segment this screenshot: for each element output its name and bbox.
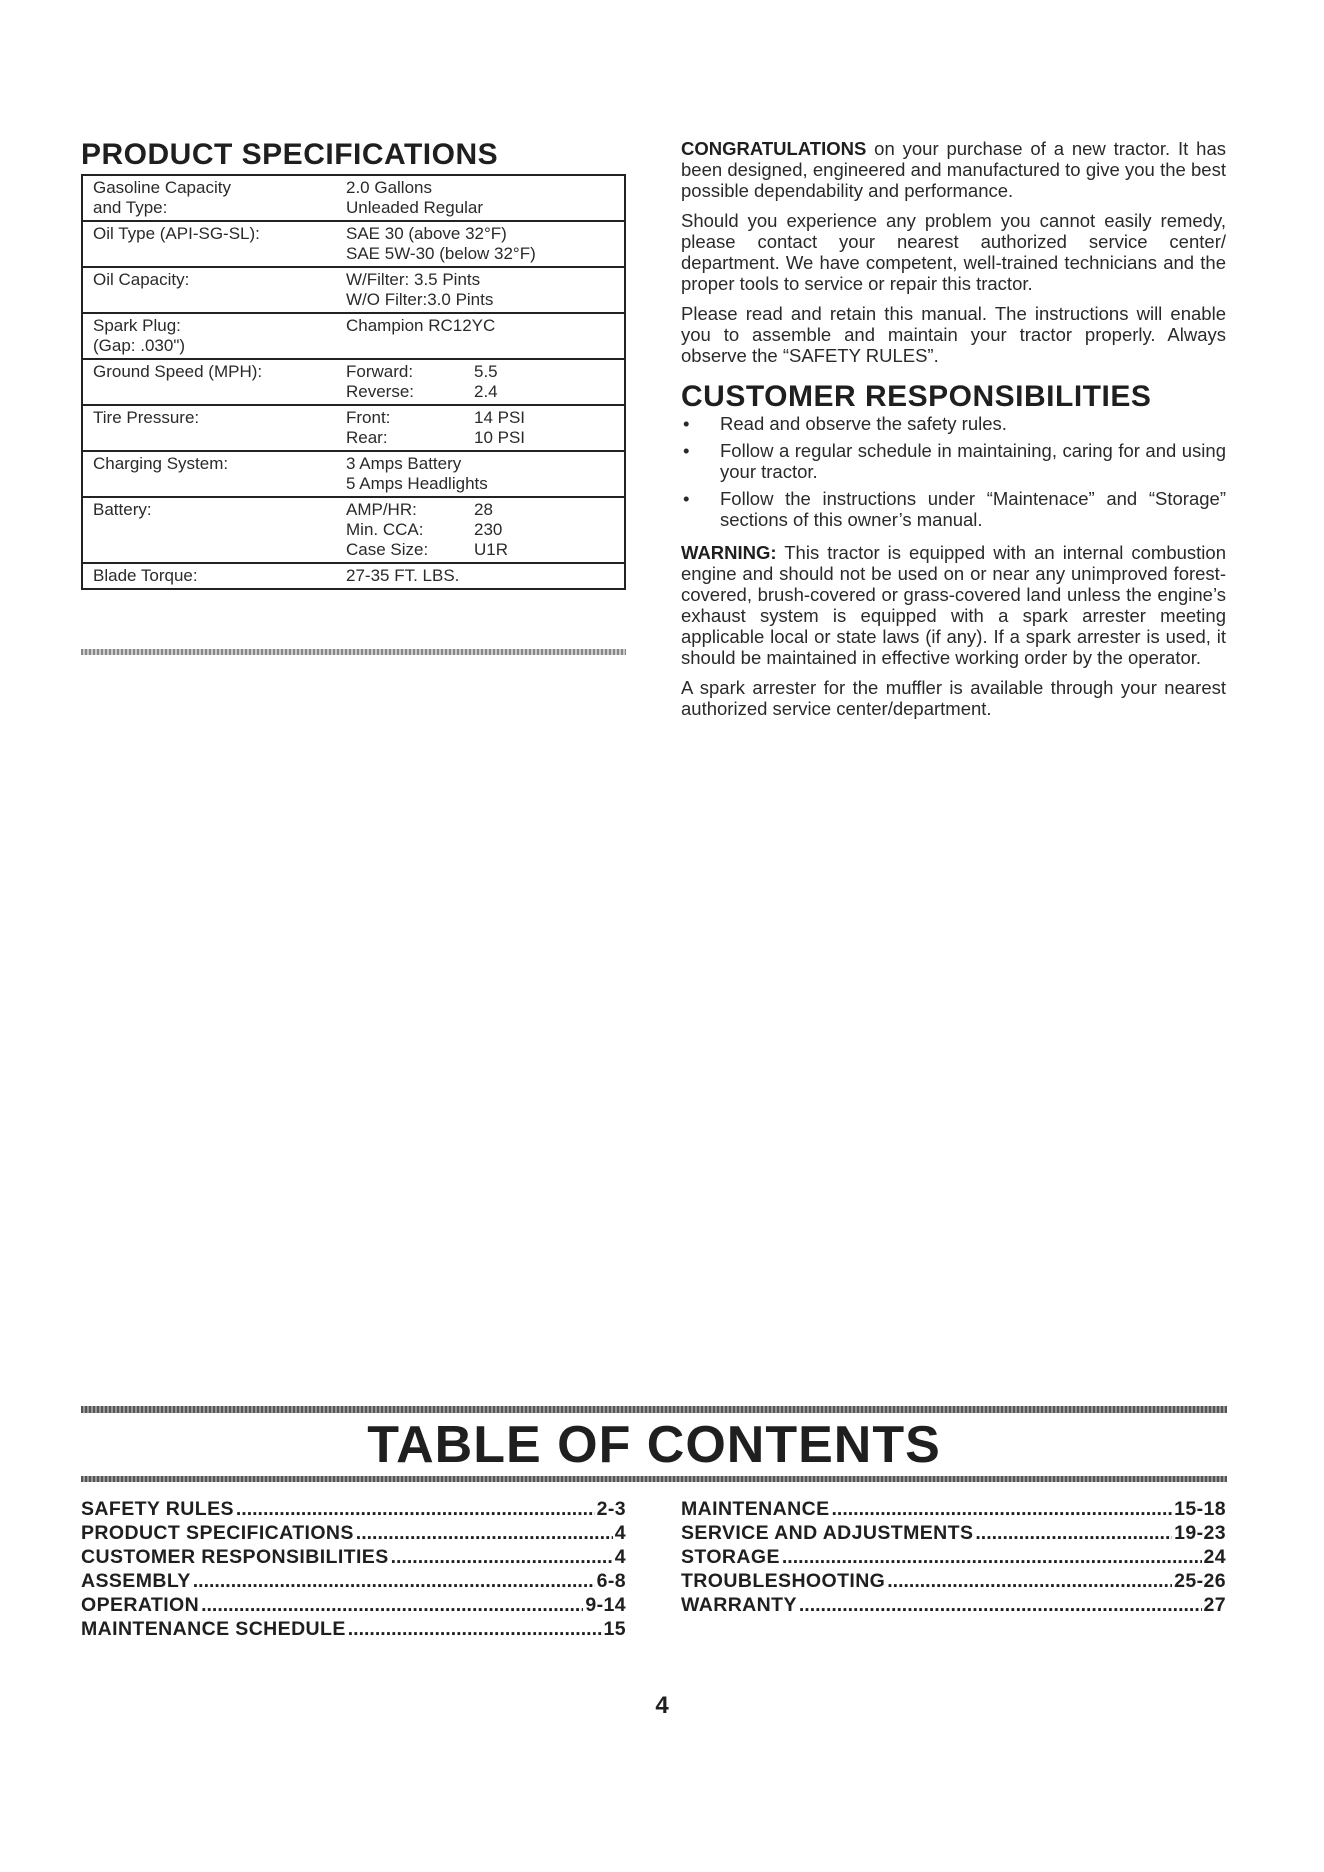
toc-entry-label: OPERATION xyxy=(81,1594,200,1616)
specifications-table-shadow xyxy=(81,649,626,655)
spec-label: Ground Speed (MPH): xyxy=(93,362,263,381)
toc-top-rule xyxy=(81,1406,1227,1413)
toc-entry-label: STORAGE xyxy=(681,1546,780,1568)
spec-value-line xyxy=(346,290,616,310)
congratulations-text: on your purchase of a new tractor. It has been designed, engineered and manufactured to give you the best possible dependability and performance. xyxy=(681,138,1226,201)
spec-value-line xyxy=(346,382,616,402)
toc-entry-label: MAINTENANCE SCHEDULE xyxy=(81,1618,346,1640)
spec-value-cell xyxy=(336,313,625,359)
read-manual-paragraph: Please read and retain this manual. The instructions will enable you to assemble and maintain your tractor properly. Always observe the “SAFETY RULES”. xyxy=(681,303,1226,366)
toc-entry-page: 6-8 xyxy=(596,1570,626,1592)
spec-value-cell xyxy=(336,221,625,267)
spec-value-key: Case Size: xyxy=(346,540,429,559)
toc-entry xyxy=(681,1521,1226,1545)
spec-value-key: AMP/HR: xyxy=(346,500,417,519)
spec-label-cell xyxy=(82,405,336,451)
spec-value-line xyxy=(346,270,616,290)
toc-entry-label: CUSTOMER RESPONSIBILITIES xyxy=(81,1546,389,1568)
spec-value-line xyxy=(346,178,616,198)
spec-value-line xyxy=(346,244,616,264)
spec-value-line xyxy=(346,362,616,382)
warning-lead: WARNING: xyxy=(681,542,777,563)
spec-value: U1R xyxy=(474,540,509,559)
spec-value-line xyxy=(346,520,616,540)
spec-label: Oil Capacity: xyxy=(93,270,190,289)
spec-label: Blade Torque: xyxy=(93,566,198,585)
spec-label: Tire Pressure: xyxy=(93,408,200,427)
spec-value-line xyxy=(346,224,616,244)
toc-entry-page: 24 xyxy=(1203,1546,1226,1568)
product-specifications-title: PRODUCT SPECIFICATIONS xyxy=(81,138,499,171)
intro-column xyxy=(681,138,1226,728)
responsibility-text: Follow a regular schedule in maintaining, caring for and using your tractor. xyxy=(720,440,1226,482)
spec-row xyxy=(82,175,625,221)
toc-leader-dots xyxy=(236,1497,595,1521)
toc-leader-dots xyxy=(201,1593,583,1617)
toc-leader-dots xyxy=(356,1521,613,1545)
spec-value-key: Front: xyxy=(346,408,391,427)
toc-leader-dots xyxy=(799,1593,1202,1617)
toc-entry-page: 25-26 xyxy=(1174,1570,1226,1592)
spec-value-key: 5 Amps Headlights xyxy=(346,474,488,493)
spec-label-cell xyxy=(82,175,336,221)
warning-text: This tractor is equipped with an internal combustion engine and should not be used on or near any unimproved forest-covered, brush-covered or grass-covered land unless the engine’s exhaust system is equipped with a spark arrester meeting applicable local or state laws (if any). If a spark arrester is used, it should be maintained in effective working order by the operator. xyxy=(681,542,1226,668)
spec-value-line xyxy=(346,474,616,494)
spec-value-cell xyxy=(336,267,625,313)
toc-entry xyxy=(81,1617,626,1641)
problem-paragraph: Should you experience any problem you cannot easily remedy, please contact your nearest authorized service center/ department. We have competent, well-trained technicians and the proper tools to service or repair this tractor. xyxy=(681,210,1226,294)
spec-value-key: 3 Amps Battery xyxy=(346,454,462,473)
congratulations-lead: CONGRATULATIONS xyxy=(681,138,867,159)
toc-entry-label: SAFETY RULES xyxy=(81,1498,234,1520)
spec-label: (Gap: .030") xyxy=(93,336,186,355)
spec-value-key: SAE 30 (above 32°F) xyxy=(346,224,507,243)
spec-value-cell xyxy=(336,175,625,221)
spec-label-cell xyxy=(82,313,336,359)
table-of-contents-title: TABLE OF CONTENTS xyxy=(367,1416,941,1474)
toc-entry xyxy=(681,1593,1226,1617)
spec-row xyxy=(82,497,625,563)
spec-label: Oil Type (API-SG-SL): xyxy=(93,224,260,243)
spec-label: and Type: xyxy=(93,198,168,217)
spec-label-cell xyxy=(82,221,336,267)
toc-entry xyxy=(681,1569,1226,1593)
toc-leader-dots xyxy=(782,1545,1202,1569)
bullet-icon: • xyxy=(683,440,690,461)
customer-responsibilities-title: CUSTOMER RESPONSIBILITIES xyxy=(681,380,1152,413)
spec-value-cell xyxy=(336,497,625,563)
toc-entry-page: 19-23 xyxy=(1174,1522,1226,1544)
spec-value: 28 xyxy=(474,500,493,519)
spec-value-key: W/O Filter:3.0 Pints xyxy=(346,290,494,309)
toc-entry xyxy=(81,1569,626,1593)
responsibility-item xyxy=(681,440,1226,482)
spec-value-key: Rear: xyxy=(346,428,388,447)
spec-value-key: W/Filter: 3.5 Pints xyxy=(346,270,481,289)
toc-entry-page: 2-3 xyxy=(596,1498,626,1520)
spec-value-key: Champion RC12YC xyxy=(346,316,496,335)
toc-entry-label: ASSEMBLY xyxy=(81,1570,191,1592)
spec-value-cell xyxy=(336,405,625,451)
toc-leader-dots xyxy=(831,1497,1172,1521)
bullet-icon: • xyxy=(683,413,690,434)
spec-value-line xyxy=(346,198,616,218)
spec-value-key: 27-35 FT. LBS. xyxy=(346,566,460,585)
spec-value-line xyxy=(346,454,616,474)
spec-value-line xyxy=(346,540,616,560)
toc-entry-page: 15-18 xyxy=(1174,1498,1226,1520)
spark-arrester-paragraph: A spark arrester for the muffler is available through your nearest authorized service center/department. xyxy=(681,677,1226,719)
spec-value-key: Reverse: xyxy=(346,382,415,401)
toc-entry-page: 9-14 xyxy=(585,1594,626,1616)
spec-label-cell xyxy=(82,359,336,405)
toc-entry xyxy=(81,1497,626,1521)
toc-entry xyxy=(81,1545,626,1569)
spec-value-line xyxy=(346,566,616,586)
spec-value-line xyxy=(346,408,616,428)
toc-entry xyxy=(81,1521,626,1545)
toc-leader-dots xyxy=(193,1569,595,1593)
toc-entry-label: PRODUCT SPECIFICATIONS xyxy=(81,1522,354,1544)
spec-row xyxy=(82,267,625,313)
spec-value: 10 PSI xyxy=(474,428,526,447)
toc-entry-label: SERVICE AND ADJUSTMENTS xyxy=(681,1522,974,1544)
page-number: 4 xyxy=(655,1692,669,1719)
toc-leader-dots xyxy=(887,1569,1172,1593)
responsibility-text: Read and observe the safety rules. xyxy=(720,413,1007,434)
toc-entry-label: MAINTENANCE xyxy=(681,1498,830,1520)
toc-entry xyxy=(681,1545,1226,1569)
toc-entry-page: 4 xyxy=(614,1546,626,1568)
spec-value-cell xyxy=(336,563,625,589)
spec-value-line xyxy=(346,316,616,336)
toc-entry-page: 27 xyxy=(1203,1594,1226,1616)
spec-value: 14 PSI xyxy=(474,408,526,427)
customer-responsibilities-list xyxy=(681,413,1226,530)
spec-value: 230 xyxy=(474,520,503,539)
spec-label-cell xyxy=(82,563,336,589)
spec-label-cell xyxy=(82,497,336,563)
warning-paragraph xyxy=(681,542,1226,668)
spec-row xyxy=(82,405,625,451)
toc-entry xyxy=(681,1497,1226,1521)
responsibility-text: Follow the instructions under “Maintenace” and “Storage” sections of this owner’s manual. xyxy=(720,488,1226,530)
spec-value-key: 2.0 Gallons xyxy=(346,178,432,197)
toc-entry-page: 4 xyxy=(614,1522,626,1544)
spec-value-key: Unleaded Regular xyxy=(346,198,484,217)
spec-row xyxy=(82,313,625,359)
toc-leader-dots xyxy=(348,1617,602,1641)
responsibility-item xyxy=(681,413,1226,434)
spec-label-cell xyxy=(82,451,336,497)
spec-label: Charging System: xyxy=(93,454,229,473)
spec-value-cell xyxy=(336,359,625,405)
spec-label: Battery: xyxy=(93,500,152,519)
spec-label-cell xyxy=(82,267,336,313)
responsibility-item xyxy=(681,488,1226,530)
toc-leader-dots xyxy=(391,1545,613,1569)
toc-entry-page: 15 xyxy=(603,1618,626,1640)
toc-bottom-rule xyxy=(81,1476,1227,1482)
spec-value-cell xyxy=(336,451,625,497)
spec-value: 2.4 xyxy=(474,382,498,401)
bullet-icon: • xyxy=(683,488,690,509)
spec-label: Spark Plug: xyxy=(93,316,181,335)
spec-value-line xyxy=(346,428,616,448)
spec-label: Gasoline Capacity xyxy=(93,178,231,197)
spec-value-key: SAE 5W-30 (below 32°F) xyxy=(346,244,536,263)
toc-left-column xyxy=(81,1497,626,1641)
toc-right-column xyxy=(681,1497,1226,1617)
congratulations-paragraph xyxy=(681,138,1226,201)
spec-row xyxy=(82,359,625,405)
spec-row xyxy=(82,563,625,589)
spec-row xyxy=(82,451,625,497)
spec-value-line xyxy=(346,500,616,520)
toc-entry-label: WARRANTY xyxy=(681,1594,797,1616)
spec-value: 5.5 xyxy=(474,362,498,381)
toc-entry-label: TROUBLESHOOTING xyxy=(681,1570,886,1592)
spec-value-key: Forward: xyxy=(346,362,414,381)
specifications-table xyxy=(81,174,626,590)
spec-row xyxy=(82,221,625,267)
spec-value-key: Min. CCA: xyxy=(346,520,424,539)
toc-leader-dots xyxy=(975,1521,1172,1545)
toc-entry xyxy=(81,1593,626,1617)
